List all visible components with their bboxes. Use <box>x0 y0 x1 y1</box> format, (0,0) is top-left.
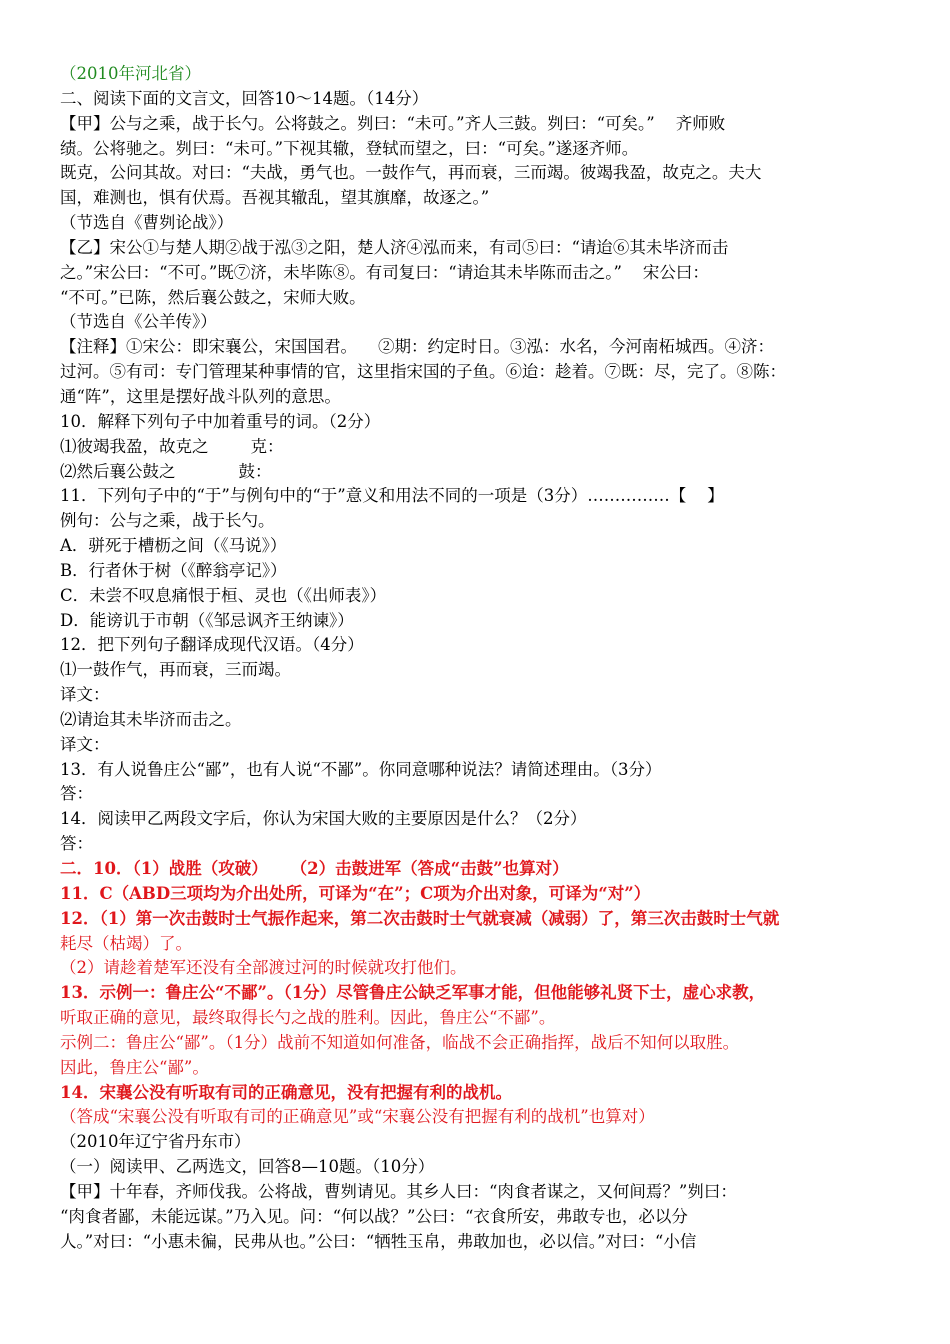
document-line: （答成“宋襄公没有听取有司的正确意见”或“宋襄公没有把握有利的战机”也算对） <box>60 1107 655 1127</box>
document-line: 14．阅读甲乙两段文字后，你认为宋国大败的主要原因是什么？（2分） <box>60 809 587 829</box>
document-line: ⑵请迨其未毕济而击之。 <box>60 709 242 729</box>
document-line: （2010年辽宁省丹东市） <box>60 1132 251 1152</box>
document-line: C．未尝不叹息痛恨于桓、灵也（《出师表》） <box>60 585 387 605</box>
document-line: 答： <box>60 784 93 804</box>
document-line: 例句：公与之乘，战于长勺。 <box>60 511 275 531</box>
document-line: 13．有人说鲁庄公“鄙”，也有人说“不鄙”。你同意哪种说法？请简述理由。（3分） <box>60 759 662 779</box>
document-line: 二、阅读下面的文言文，回答10～14题。（14分） <box>60 88 429 108</box>
document-line: （一）阅读甲、乙两选文，回答8—10题。（10分） <box>60 1157 435 1177</box>
document-line: 既克，公问其故。对曰：“夫战，勇气也。一鼓作气，再而衰，三而竭。彼竭我盈，故克之。夫大 <box>60 163 762 183</box>
document-line: “肉食者鄙，未能远谋。”乃入见。问：“何以战？”公曰：“衣食所安，弗敢专也，必以分 <box>60 1206 688 1226</box>
document-line: ⑵然后襄公鼓之 鼓： <box>60 461 272 481</box>
document-line: 10．解释下列句子中加着重号的词。（2分） <box>60 411 381 431</box>
document-line: （节选自《曹刿论战》） <box>60 213 234 233</box>
document-line: 人。”对曰：“小惠未徧，民弗从也。”公曰：“牺牲玉帛，弗敢加也，必以信。”对曰：“小信 <box>60 1231 697 1251</box>
document-line: 12．（1）第一次击鼓时士气振作起来，第二次击鼓时士气就衰减（减弱）了，第三次击鼓时士气就 <box>60 908 780 928</box>
document-line: 国，难测也，惧有伏焉。吾视其辙乱，望其旗靡，故逐之。” <box>60 188 490 208</box>
document-line: 过河。⑤有司：专门管理某种事情的官，这里指宋国的子鱼。⑥迨：趁着。⑦既：尽，完了。⑧陈： <box>60 362 786 382</box>
document-line: 【甲】十年春，齐师伐我。公将战，曹刿请见。其乡人曰：“肉食者谋之，又何间焉？”刿曰： <box>60 1181 737 1201</box>
document-line: 译文： <box>60 685 110 705</box>
document-line: 【注释】①宋公：即宋襄公，宋国国君。 ②期：约定时日。③泓：水名，今河南柘城西。④济： <box>60 337 774 357</box>
document-line: A．骈死于槽枥之间（《马说》） <box>60 536 287 556</box>
document-line: 11．下列句子中的“于”与例句中的“于”意义和用法不同的一项是（3分）……………【 】 <box>60 486 724 506</box>
document-line: 耗尽（枯竭）了。 <box>60 933 192 953</box>
document-line: 13．示例一：鲁庄公“不鄙”。（1分）尽管鲁庄公缺乏军事才能，但他能够礼贤下士，虚心求教， <box>60 983 766 1003</box>
document-line: 12．把下列句子翻译成现代汉语。（4分） <box>60 635 364 655</box>
document-line: ⑴彼竭我盈，故克之 克： <box>60 436 284 456</box>
document-line: D．能谤讥于市朝（《邹忌讽齐王纳谏》） <box>60 610 354 630</box>
document-line: 14．宋襄公没有听取有司的正确意见，没有把握有利的战机。 <box>60 1082 512 1102</box>
document-page <box>60 62 898 1255</box>
document-line: 译文： <box>60 734 110 754</box>
document-line: 11．C（ABD三项均为介出处所，可译为“在”；C项为介出对象，可译为“对”） <box>60 883 651 903</box>
document-line: 【乙】宋公①与楚人期②战于泓③之阳，楚人济④泓而来，有司⑤曰：“请迨⑥其未毕济而击 <box>60 237 729 257</box>
document-line: （2）请趁着楚军还没有全部渡过河的时候就攻打他们。 <box>60 958 467 978</box>
document-line: 答： <box>60 834 93 854</box>
document-line: B．行者休于树（《醉翁亭记》） <box>60 560 287 580</box>
document-line: 因此，鲁庄公“鄙”。 <box>60 1057 209 1077</box>
document-line: 示例二：鲁庄公“鄙”。（1分）战前不知道如何准备，临战不会正确指挥，战后不知何以取胜。 <box>60 1032 740 1052</box>
document-line: 绩。公将驰之。刿曰：“未可。”下视其辙，登轼而望之，曰：“可矣。”遂逐齐师。 <box>60 138 639 158</box>
document-line: “不可。”已陈，然后襄公鼓之，宋师大败。 <box>60 287 366 307</box>
document-line: 通“阵”，这里是摆好战斗队列的意思。 <box>60 386 341 406</box>
document-line: 之。”宋公曰：“不可。”既⑦济，未毕陈⑧。有司复曰：“请迨其未毕陈而击之。” 宋公曰： <box>60 262 709 282</box>
document-line: （2010年河北省） <box>60 64 201 83</box>
document-line: （节选自《公羊传》） <box>60 312 217 332</box>
document-line: 听取正确的意见，最终取得长勺之战的胜利。因此，鲁庄公“不鄙”。 <box>60 1008 556 1028</box>
document-line: ⑴一鼓作气，再而衰，三而竭。 <box>60 660 291 680</box>
document-line: 【甲】公与之乘，战于长勺。公将鼓之。刿曰：“未可。”齐人三鼓。刿曰：“可矣。” 齐师败 <box>60 113 726 133</box>
document-line: 二．10．（1）战胜（攻破） （2）击鼓进军（答成“击鼓”也算对） <box>60 859 569 878</box>
